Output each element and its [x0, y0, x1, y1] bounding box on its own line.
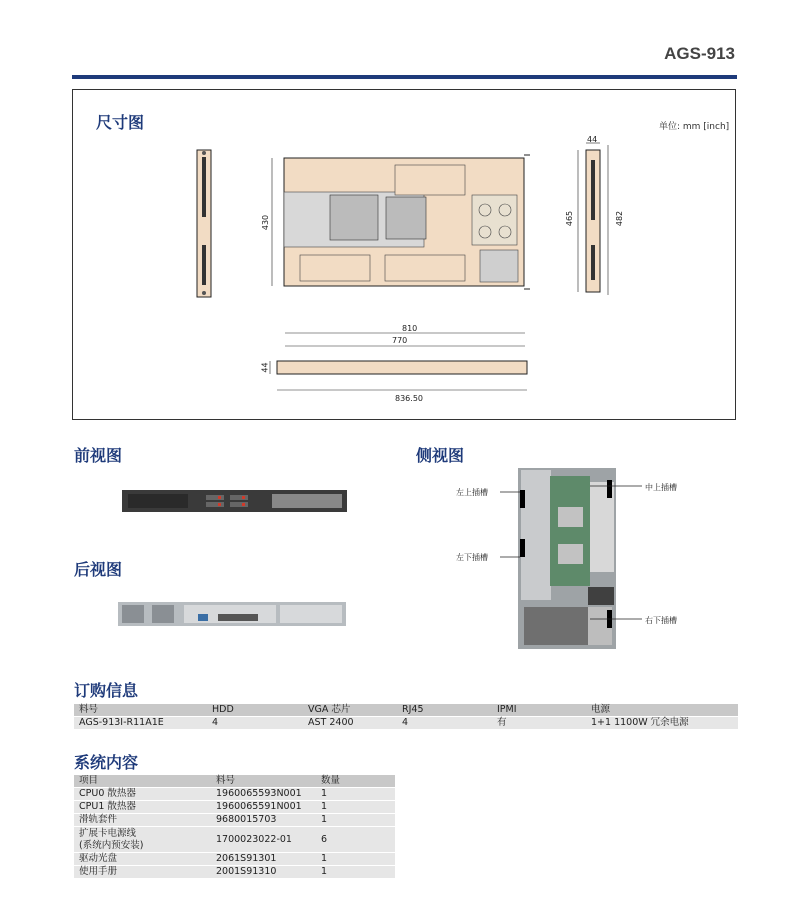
table-row [74, 788, 395, 801]
contents-cell: 1 [316, 853, 395, 866]
ordering-cell: 4 [397, 717, 492, 730]
table-row [74, 853, 395, 866]
callout-upper-left: 左上插槽 [456, 488, 488, 497]
contents-table [74, 775, 395, 878]
dim-836-50: 836.50 [395, 394, 423, 403]
top-view-drawing [272, 155, 530, 289]
ordering-title: 订购信息 [74, 681, 139, 700]
ordering-cell: 有 [492, 717, 586, 730]
unit-label: 单位: mm [inch] [659, 122, 730, 132]
dim-482: 482 [615, 210, 625, 227]
table-row [74, 866, 395, 879]
table-row [74, 801, 395, 814]
contents-cell: 驱动光盘 [74, 853, 211, 866]
dim-770: 770 [392, 336, 408, 345]
ordering-header-row [74, 704, 738, 717]
ordering-cell: AGS-913I-R11A1E [74, 717, 207, 730]
contents-cell: 1700023022-01 [211, 827, 316, 853]
ordering-header-cell: VGA 芯片 [303, 704, 397, 717]
contents-cell: 9680015703 [211, 814, 316, 827]
ordering-header-cell: IPMI [492, 704, 586, 717]
contents-cell: 1 [316, 866, 395, 879]
contents-cell: 使用手册 [74, 866, 211, 879]
header-rule [72, 75, 737, 79]
front-view-title: 前视图 [74, 446, 123, 465]
contents-cell: CPU0 散热器 [74, 788, 211, 801]
rear-view-image [118, 602, 346, 626]
table-row [74, 827, 395, 853]
contents-cell: 1 [316, 801, 395, 814]
dimension-drawings [180, 135, 640, 410]
dimension-title: 尺寸图 [96, 113, 145, 132]
dim-465: 465 [565, 210, 575, 227]
contents-cell: 1 [316, 814, 395, 827]
contents-cell: 1960065593N001 [211, 788, 316, 801]
contents-cell: 2061S91301 [211, 853, 316, 866]
callout-upper-middle: 中上插槽 [645, 483, 677, 492]
contents-header-row [74, 775, 395, 788]
contents-cell: CPU1 散热器 [74, 801, 211, 814]
contents-header-cell: 数量 [316, 775, 395, 788]
rear-view-title: 后视图 [74, 560, 123, 579]
contents-cell: 2001S91310 [211, 866, 316, 879]
ordering-cell: AST 2400 [303, 717, 397, 730]
front-view-image [122, 490, 347, 512]
dim-44-side: 44 [260, 362, 270, 373]
table-row [74, 814, 395, 827]
ordering-header-cell: 电源 [586, 704, 738, 717]
ordering-header-cell: RJ45 [397, 704, 492, 717]
table-row [74, 717, 738, 730]
side-view-leaders [496, 480, 656, 630]
side-narrow-drawing [578, 143, 608, 295]
ordering-header-cell: 料号 [74, 704, 207, 717]
ordering-cell: 1+1 1100W 冗余电源 [586, 717, 738, 730]
contents-header-cell: 料号 [211, 775, 316, 788]
contents-cell: 6 [316, 827, 395, 853]
ordering-table [74, 704, 738, 730]
model-title: AGS-913 [664, 44, 735, 63]
front-narrow-drawing [197, 150, 211, 297]
dim-810: 810 [402, 324, 418, 333]
contents-cell: 1960065591N001 [211, 801, 316, 814]
contents-title: 系统内容 [74, 753, 139, 772]
ordering-cell: 4 [207, 717, 303, 730]
contents-cell: 扩展卡电源线 (系统内预安装) [74, 827, 211, 853]
contents-cell: 滑轨套件 [74, 814, 211, 827]
side-view-title: 侧视图 [416, 446, 465, 465]
contents-header-cell: 项目 [74, 775, 211, 788]
callout-lower-right: 右下插槽 [645, 616, 677, 625]
callout-lower-left: 左下插槽 [456, 553, 488, 562]
dim-430: 430 [261, 214, 271, 231]
dim-44-top: 44 [587, 135, 598, 144]
ordering-header-cell: HDD [207, 704, 303, 717]
contents-cell: 1 [316, 788, 395, 801]
